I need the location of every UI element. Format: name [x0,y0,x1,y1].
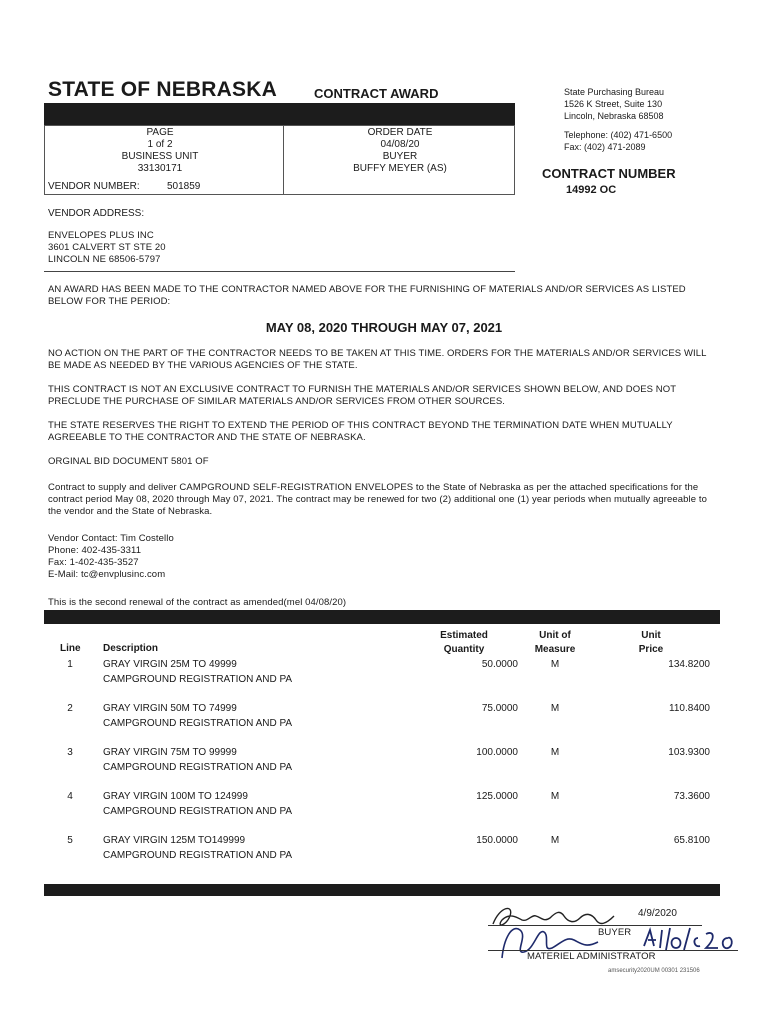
document-title: STATE OF NEBRASKA [48,78,277,101]
vendor-contact [48,533,174,581]
col-header-unit: Unit of Measure [534,630,576,655]
vendor-street: 3601 CALVERT ST STE 20 [48,242,166,253]
vendor-address [48,230,166,266]
unit-of-measure: M [550,791,560,802]
page-label: PAGE [146,127,174,138]
col-header-description: Description [103,643,159,654]
buyer-label: BUYER [382,151,418,162]
item-description-2: CAMPGROUND REGISTRATION AND PA [103,806,293,817]
item-description-2: CAMPGROUND REGISTRATION AND PA [103,718,293,729]
unit-of-measure: M [550,835,560,846]
bureau-address-2: Lincoln, Nebraska 68508 [564,111,664,121]
line-number: 4 [67,791,73,802]
vendor-name: ENVELOPES PLUS INC [48,230,154,241]
item-description-2: CAMPGROUND REGISTRATION AND PA [103,762,293,773]
unit-price: 134.8200 [668,659,710,670]
line-number: 2 [67,703,73,714]
estimated-quantity: 75.0000 [481,703,518,714]
col-header-price: Unit Price [638,630,664,655]
award-text: AN AWARD HAS BEEN MADE TO THE CONTRACTOR NAMED ABOVE FOR THE FURNISHING OF MATERIALS AND/OR SERVICES AS LISTED BELOW FOR THE PERIOD: [48,284,686,307]
bid-document: ORGINAL BID DOCUMENT 5801 OF [48,456,209,467]
line-number: 3 [67,747,73,758]
bureau-phone: Telephone: (402) 471-6500 [564,130,673,140]
table-header-bar [44,610,720,624]
bureau-info [564,86,672,153]
unit-price: 110.8400 [669,703,710,714]
estimated-quantity: 150.0000 [476,835,518,846]
contact-phone: Phone: 402-435-3311 [48,545,142,556]
col-header-quantity: Estimated Quantity [440,630,488,655]
administrator-title: MATERIEL ADMINISTRATOR [527,951,656,962]
buyer-sign-date: 4/9/2020 [638,908,677,919]
contract-text: Contract to supply and deliver CAMPGROUND SELF-REGISTRATION ENVELOPES to the State of Nebraska as per the attached specifications for the contract period May 08, 2020 through May 07, 2021. The contract may be renewed for two (2) additional one (1) year periods when mutually agreeable to the vendor and the State of Nebraska. [48,482,707,517]
contract-number-value: 14992 OC [566,184,617,196]
vendor-number-value: 501859 [167,181,201,192]
order-block [300,127,500,175]
item-description: GRAY VIRGIN 75M TO 99999 [103,747,237,758]
contract-number-label: CONTRACT NUMBER [542,166,676,181]
header-bar [44,103,515,125]
item-description-2: CAMPGROUND REGISTRATION AND PA [103,850,293,861]
line-number: 1 [67,659,73,670]
not-exclusive-text: THIS CONTRACT IS NOT AN EXCLUSIVE CONTRACT TO FURNISH THE MATERIALS AND/OR SERVICES SHOWN BELOW, AND DOES NOT PRECLUDE THE PURCHASE OF SIMILAR MATERIALS AND/OR SERVICES FROM OTHER SOURCES. [48,384,676,407]
business-unit-value: 33130171 [137,163,183,174]
estimated-quantity: 100.0000 [476,747,518,758]
no-action-text: NO ACTION ON THE PART OF THE CONTRACTOR NEEDS TO BE TAKEN AT THIS TIME. ORDERS FOR THE MATERIALS AND/OR SERVICES WILL BE MADE AS NEEDED BY THE VARIOUS AGENCIES OF THE STATE. [48,348,707,371]
contact-email: E-Mail: tc@envplusinc.com [48,569,166,580]
buyer-title: BUYER [598,927,632,938]
footer-code: amsecurity2020UM 00301 231506 [608,968,700,974]
business-unit-label: BUSINESS UNIT [121,151,199,162]
buyer-value: BUFFY MEYER (AS) [353,163,447,174]
contract-period: MAY 08, 2020 THROUGH MAY 07, 2021 [265,320,503,335]
unit-of-measure: M [550,703,560,714]
document-subtitle: CONTRACT AWARD [314,86,439,101]
page-block [60,127,260,175]
vendor-city: LINCOLN NE 68506-5797 [48,254,161,265]
renewal-note: This is the second renewal of the contract as amended(mel 04/08/20) [48,597,347,608]
item-description: GRAY VIRGIN 50M TO 74999 [103,703,237,714]
unit-of-measure: M [550,747,560,758]
vendor-number-label: VENDOR NUMBER: [48,181,140,192]
vendor-address-label: VENDOR ADDRESS: [48,208,145,219]
unit-of-measure: M [550,659,560,670]
item-description: GRAY VIRGIN 125M TO149999 [103,835,246,846]
bureau-fax: Fax: (402) 471-2089 [564,142,646,152]
table-footer-bar [44,884,720,896]
bureau-name: State Purchasing Bureau [564,87,665,97]
reserves-text: THE STATE RESERVES THE RIGHT TO EXTEND THE PERIOD OF THIS CONTRACT BEYOND THE TERMINATION DATE WHEN MUTUALLY AGREEABLE TO THE CONTRACTOR AND THE STATE OF NEBRASKA. [48,420,673,443]
estimated-quantity: 50.0000 [481,659,518,670]
unit-price: 103.9300 [668,747,710,758]
page-value: 1 of 2 [147,139,173,150]
item-description: GRAY VIRGIN 25M TO 49999 [103,659,237,670]
unit-price: 73.3600 [673,791,710,802]
vendor-divider [44,271,515,272]
item-description-2: CAMPGROUND REGISTRATION AND PA [103,674,293,685]
order-date-label: ORDER DATE [367,127,433,138]
line-number: 5 [67,835,73,846]
info-box-divider [283,125,284,195]
item-description: GRAY VIRGIN 100M TO 124999 [103,791,248,802]
estimated-quantity: 125.0000 [476,791,518,802]
col-header-line: Line [60,643,81,654]
unit-price: 65.8100 [673,835,710,846]
order-date-value: 04/08/20 [380,139,420,150]
bureau-address-1: 1526 K Street, Suite 130 [564,99,663,109]
contact-fax: Fax: 1-402-435-3527 [48,557,139,568]
contact-name: Vendor Contact: Tim Costello [48,533,174,544]
